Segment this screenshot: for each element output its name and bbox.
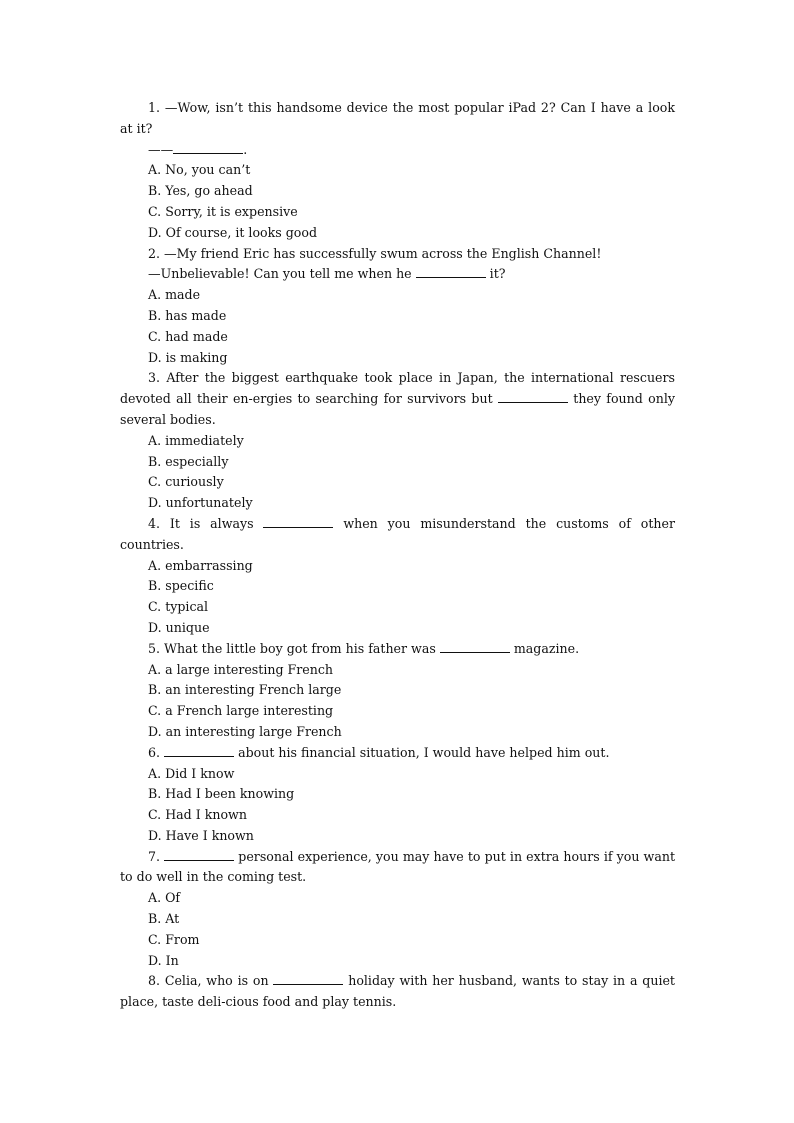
option-a: A. Did I know <box>148 765 235 781</box>
question-8-post: holiday with her husband, wants to stay in a quiet place, taste deli-cious food and play tennis. <box>120 973 675 1010</box>
question-7-text <box>120 847 675 889</box>
answer-blank <box>498 390 568 403</box>
question-8-pre: 8. Celia, who is on <box>148 973 269 989</box>
question-7 <box>120 847 675 972</box>
option-b: B. an interesting French large <box>148 682 342 698</box>
question-2-line2 <box>120 264 675 285</box>
option-c: C. curiously <box>148 474 224 490</box>
question-8 <box>120 971 675 1013</box>
question-1-reply <box>120 140 675 161</box>
answer-blank <box>416 265 486 278</box>
option-b: B. especially <box>148 453 229 469</box>
question-2-line1: 2. —My friend Eric has successfully swum across the English Channel! <box>148 245 602 261</box>
question-7-post: personal experience, you may have to put in extra hours if you want to do well in the coming test. <box>120 848 675 885</box>
question-4-pre: 4. It is always <box>148 515 254 531</box>
option-a: A. immediately <box>148 432 244 448</box>
option-d: D. In <box>148 952 179 968</box>
option-d: D. Of course, it looks good <box>148 224 318 240</box>
answer-blank <box>440 640 510 653</box>
question-6-post: about his financial situation, I would have helped him out. <box>238 744 610 760</box>
option-d: D. unique <box>148 619 210 635</box>
reply-period: . <box>243 141 248 157</box>
answer-blank <box>273 972 343 985</box>
answer-blank <box>173 141 243 154</box>
question-3-post: they found only several bodies. <box>120 391 675 427</box>
exam-page <box>120 98 675 1013</box>
option-b: B. At <box>148 911 180 927</box>
question-4-post: when you misunderstand the customs of other countries. <box>120 515 675 552</box>
option-b: B. has made <box>148 307 227 323</box>
question-6 <box>120 743 675 847</box>
question-2 <box>120 244 675 369</box>
question-5 <box>120 639 675 743</box>
answer-blank <box>164 848 234 861</box>
answer-blank <box>164 744 234 757</box>
option-b: B. specific <box>148 578 214 594</box>
question-2-post: it? <box>489 266 506 282</box>
question-5-post: magazine. <box>513 640 580 656</box>
option-b: B. Had I been knowing <box>148 786 295 802</box>
question-1-text: 1. —Wow, isn’t this handsome device the most popular iPad 2? Can I have a look at it? <box>120 100 675 136</box>
question-7-pre: 7. <box>148 848 161 864</box>
answer-blank <box>263 515 333 528</box>
option-a: A. No, you can’t <box>148 162 251 178</box>
question-4-text <box>120 514 675 556</box>
option-c: C. had made <box>148 328 228 344</box>
option-d: D. an interesting large French <box>148 723 342 739</box>
option-c: C. From <box>148 931 200 947</box>
question-4 <box>120 514 675 639</box>
question-6-text <box>120 743 675 764</box>
option-b: B. Yes, go ahead <box>148 183 253 199</box>
question-3-pre: 3. After the biggest earthquake took place in Japan, the international rescuers devoted all their en-ergies to searching for survivors but <box>120 370 675 407</box>
reply-dash: —— <box>148 141 174 157</box>
question-5-text <box>120 639 675 660</box>
option-d: D. is making <box>148 349 228 365</box>
option-c: C. typical <box>148 599 209 615</box>
option-a: A. Of <box>148 890 181 906</box>
question-5-pre: 5. What the little boy got from his father was <box>148 640 436 656</box>
question-3-text <box>120 368 675 430</box>
option-a: A. a large interesting French <box>148 661 334 677</box>
option-c: C. a French large interesting <box>148 703 334 719</box>
option-d: D. Have I known <box>148 827 254 843</box>
question-6-pre: 6. <box>148 744 161 760</box>
option-d: D. unfortunately <box>148 495 253 511</box>
question-2-pre: —Unbelievable! Can you tell me when he <box>148 266 412 282</box>
question-3 <box>120 368 675 514</box>
question-1 <box>120 98 675 244</box>
option-c: C. Sorry, it is expensive <box>148 203 298 219</box>
option-c: C. Had I known <box>148 807 247 823</box>
option-a: A. made <box>148 287 201 303</box>
option-a: A. embarrassing <box>148 557 253 573</box>
question-8-text <box>120 971 675 1013</box>
